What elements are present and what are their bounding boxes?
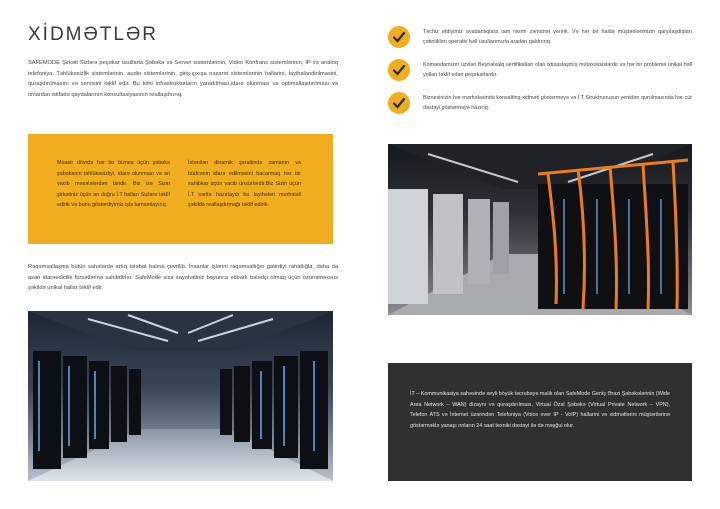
benefit-item xyxy=(388,26,692,59)
benefit-item xyxy=(388,92,692,125)
wan-services-text: İT – Kommunikasiya sahəsində xeyli böyük təcrubəyə malik olan SafeMode Geniş Ərazi Şəbəkələrinin (Wide Area Network – WAN) dizaynı və quraşdırılması, Virtual Özəl Şəbəkə (Virtual Private Network – VPN), Telefon ATS və İnternet üzərindən Telefoniya (Voice over IP - VoIP) hallarini və xidmətlərini müştərilərinə göstərməklə yanaşı onların 24 saat texniki dəstəyi ilə də məşğul olur. xyxy=(410,391,670,429)
datacenter-cables-photo xyxy=(388,144,692,315)
checkmark-icon xyxy=(388,92,410,114)
highlight-column-2: İstənilən dinamik şəraitində zamanın və büdcənin idarə edilməsini bacarmaq hər bir sahibkar üçün vacib ünsürlərdir.Biz Sizin üçün İ.T xəritə hazırlayıb bu layihələri mərhələli şəkildə reallaşdırmağı təklif edirik. xyxy=(188,160,301,209)
page-title: XİDMƏTLƏR xyxy=(28,24,158,45)
highlight-box xyxy=(28,134,333,244)
benefit-text: Biznesinizin hər mərhələsində konsaltinq xidməti göstərməyə və İ.T Struktrunuzun yenidən qurulmasında hər cür dəstəyi göstərməyə hazırıq. xyxy=(423,95,692,112)
checkmark-icon xyxy=(388,26,410,48)
benefit-text: Təchiz etdiyimiz avadanlıqlara tam rəsmi zəmanət veririk. Və hər bir halda müştərilərimizin qarşılaşdıqları çətinlikləri operativ həll üsullarımızla aradan qaldırırıq xyxy=(423,29,692,46)
benefit-text: Komandamızın üzvləri Beynəlxalq sertifikatları olan ixtisaslaşmış mütəxəssislərdir və hər bir probleme unikal həll yolları təklif edən peşəkarlardır. xyxy=(423,62,692,79)
checkmark-icon xyxy=(388,59,410,81)
digitalization-paragraph: Rəqəmsallaşma bütün sahələrdə artıq tələbat halına çevrilib. İnsanlar işlərini rəqəmsallığın gətirdiyi rahatlığla, daha da asan idarəedicilik fürsətlərinə sahibdirlər. SafeMode sizə sayəhətiniz boyunca etibarlı bələdçi olmaq üçün özünəməxsus şəkildə unikal hallar təklif edir. xyxy=(28,264,338,292)
server-room-photo xyxy=(28,311,333,481)
benefits-list xyxy=(388,26,692,125)
benefit-item xyxy=(388,59,692,92)
intro-paragraph: SAFEMODE Şirkəti Sizlərə peşəkar üsullarla Şəbəkə və Server sistemlərinin, Video Konfrans sistemlərinin, IP və analoq telefoniya, Təhlükəsizlik sistemlərinin, audio sistemlərinin, giriş-çıxışa nəzarət sistemlərinin hallarini, layihalandirilmasini, quraşdırılmasını və servisini təklif edir. Bu kimi infrastrukturların yaradılması,idarə olunması və optimallaşdırılması və onlardan istifadə qaydalarının konsultasiyasının reallaşdırırıq. xyxy=(28,60,338,98)
wan-services-box xyxy=(388,363,692,481)
highlight-column-1: Müasir dövrdə hər bir biznes üçün şəbəkə şəbəkənin təhlükəsizliyi, idarə olunması və an vacib məsələlərdən biridir. Biz isə Sizin şirkətiniz üçün ən doğru İ.T halları Sizlərə təklif edirik və bunu göstərdiyimiz işlə tamamlayırıq. xyxy=(57,160,170,209)
